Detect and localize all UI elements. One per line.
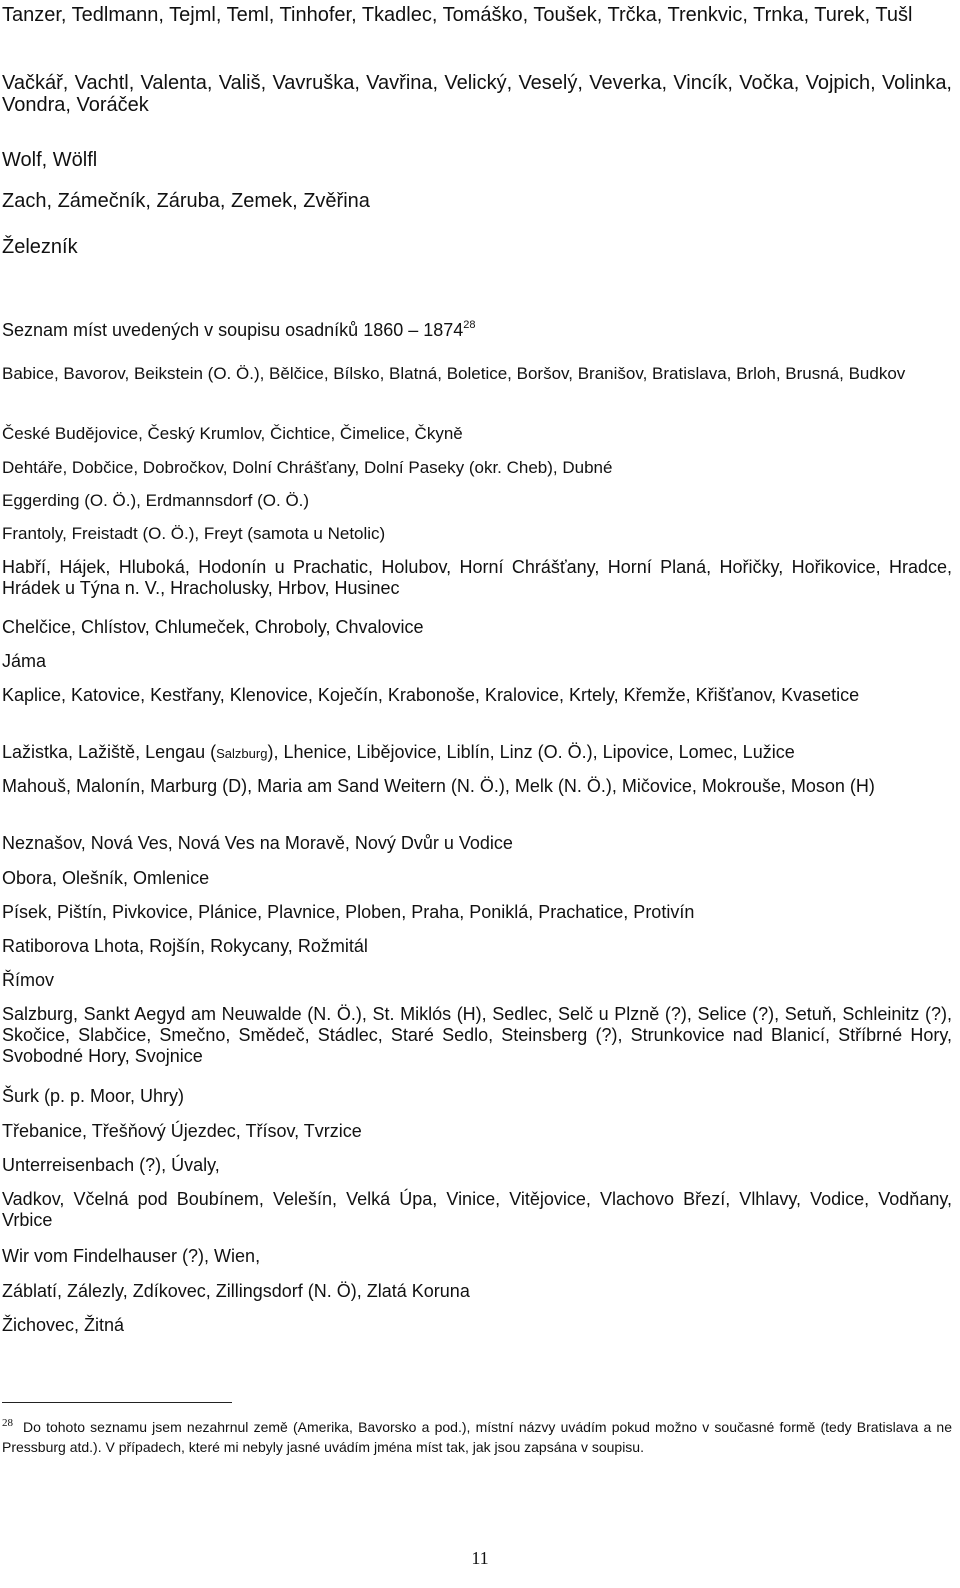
place-group-f: Frantoly, Freistadt (O. Ö.), Freyt (samota u Netolic) (2, 524, 386, 543)
places-heading (2, 319, 476, 344)
page-number: 11 (471, 1548, 489, 1568)
place-group-n: Neznašov, Nová Ves, Nová Ves na Moravě, Nový Dvůr u Vodice (2, 833, 513, 853)
place-group-d: Dehtáře, Dobčice, Dobročkov, Dolní Chrášťany, Dolní Paseky (okr. Cheb), Dubné (2, 458, 613, 477)
place-group-r-caron: Římov (2, 970, 55, 990)
footnote-divider (2, 1402, 232, 1403)
place-group-l (2, 742, 952, 764)
places-heading-text: Seznam míst uvedených v soupisu osadníků 1860 – 1874 (2, 320, 464, 340)
surname-group-t: Tanzer, Tedlmann, Tejml, Teml, Tinhofer, Tkadlec, Tomáško, Toušek, Trčka, Trenkvic, Trnka, Turek, Tušl (2, 4, 913, 26)
place-group-t: Třebanice, Třešňový Újezdec, Třísov, Tvrzice (2, 1121, 362, 1141)
footnote-reference: 28 (463, 319, 476, 331)
place-group-h: Habří, Hájek, Hluboká, Hodonín u Prachatic, Holubov, Horní Chrášťany, Horní Planá, Hořičky, Hořikovice, Hradce, Hrádek u Týna n. V., Hracholusky, Hrbov, Husinec (2, 557, 952, 598)
footnote-text: Do tohoto seznamu jsem nezahrnul země (Amerika, Bavorsko a pod.), místní názvy uvádím pokud možno v současné formě (tedy Bratislava a ne Pressburg atd.). V případech, které mi nebyly jasné uvádím jména míst tak, jak jsou zapsána v soupisu. (2, 1419, 952, 1455)
place-group-j: Jáma (2, 651, 47, 671)
place-group-l-note: Salzburg (216, 746, 268, 761)
place-group-p: Písek, Pištín, Pivkovice, Plánice, Plavnice, Ploben, Praha, Poniklá, Prachatice, Protivín (2, 902, 695, 922)
surname-group-zh: Železník (2, 236, 78, 258)
place-group-r: Ratiborova Lhota, Rojšín, Rokycany, Rožmitál (2, 936, 368, 956)
place-group-l-start: Lažistka, Lažiště, Lengau ( (2, 742, 217, 762)
place-group-l-end: ), Lhenice, Libějovice, Liblín, Linz (O. Ö.), Lipovice, Lomec, Lužice (267, 742, 795, 762)
place-group-w: Wir vom Findelhauser (?), Wien, (2, 1246, 261, 1266)
footnote-mark: 28 (2, 1417, 13, 1429)
place-group-o: Obora, Olešník, Omlenice (2, 868, 210, 888)
surname-group-z: Zach, Zámečník, Záruba, Zemek, Zvěřina (2, 190, 370, 212)
place-group-ch: Chelčice, Chlístov, Chlumeček, Chroboly, Chvalovice (2, 617, 424, 637)
place-group-k: Kaplice, Katovice, Kestřany, Klenovice, Koječín, Krabonoše, Kralovice, Krtely, Křemže, Křišťanov, Kvasetice (2, 685, 860, 705)
place-group-z: Záblatí, Zálezly, Zdíkovec, Zillingsdorf (N. Ö), Zlatá Koruna (2, 1281, 470, 1301)
place-group-s-caron: Šurk (p. p. Moor, Uhry) (2, 1086, 185, 1106)
footnote (2, 1418, 952, 1456)
place-group-u: Unterreisenbach (?), Úvaly, (2, 1155, 220, 1175)
place-group-b: Babice, Bavorov, Beikstein (O. Ö.), Bělčice, Bílsko, Blatná, Boletice, Boršov, Branišov, Bratislava, Brloh, Brusná, Budkov (2, 364, 906, 383)
place-group-s: Salzburg, Sankt Aegyd am Neuwalde (N. Ö.), St. Miklós (H), Sedlec, Selč u Plzně (?), Selice (?), Setuň, Schleinitz (?), Skočice, Slabčice, Smečno, Smědeč, Stádlec, Staré Sedlo, Steinsberg (?), Strunkovice nad Blanicí, Stříbrné Hory, Svobodné Hory, Svojnice (2, 1004, 952, 1066)
place-group-e: Eggerding (O. Ö.), Erdmannsdorf (O. Ö.) (2, 491, 310, 510)
surname-group-v: Vačkář, Vachtl, Valenta, Vališ, Vavruška, Vavřina, Velický, Veselý, Veverka, Vincík, Vočka, Vojpich, Volinka, Vondra, Voráček (2, 72, 952, 116)
place-group-z-caron: Žichovec, Žitná (2, 1315, 125, 1335)
place-group-c-caron: České Budějovice, Český Krumlov, Čichtice, Čimelice, Čkyně (2, 424, 463, 443)
place-group-m: Mahouš, Malonín, Marburg (D), Maria am Sand Weitern (N. Ö.), Melk (N. Ö.), Mičovice, Mokrouše, Moson (H) (2, 776, 875, 796)
surname-group-w: Wolf, Wölfl (2, 149, 98, 171)
place-group-v: Vadkov, Včelná pod Boubínem, Velešín, Velká Úpa, Vinice, Vitějovice, Vlachovo Březí, Vlhlavy, Vodice, Vodňany, Vrbice (2, 1189, 952, 1230)
